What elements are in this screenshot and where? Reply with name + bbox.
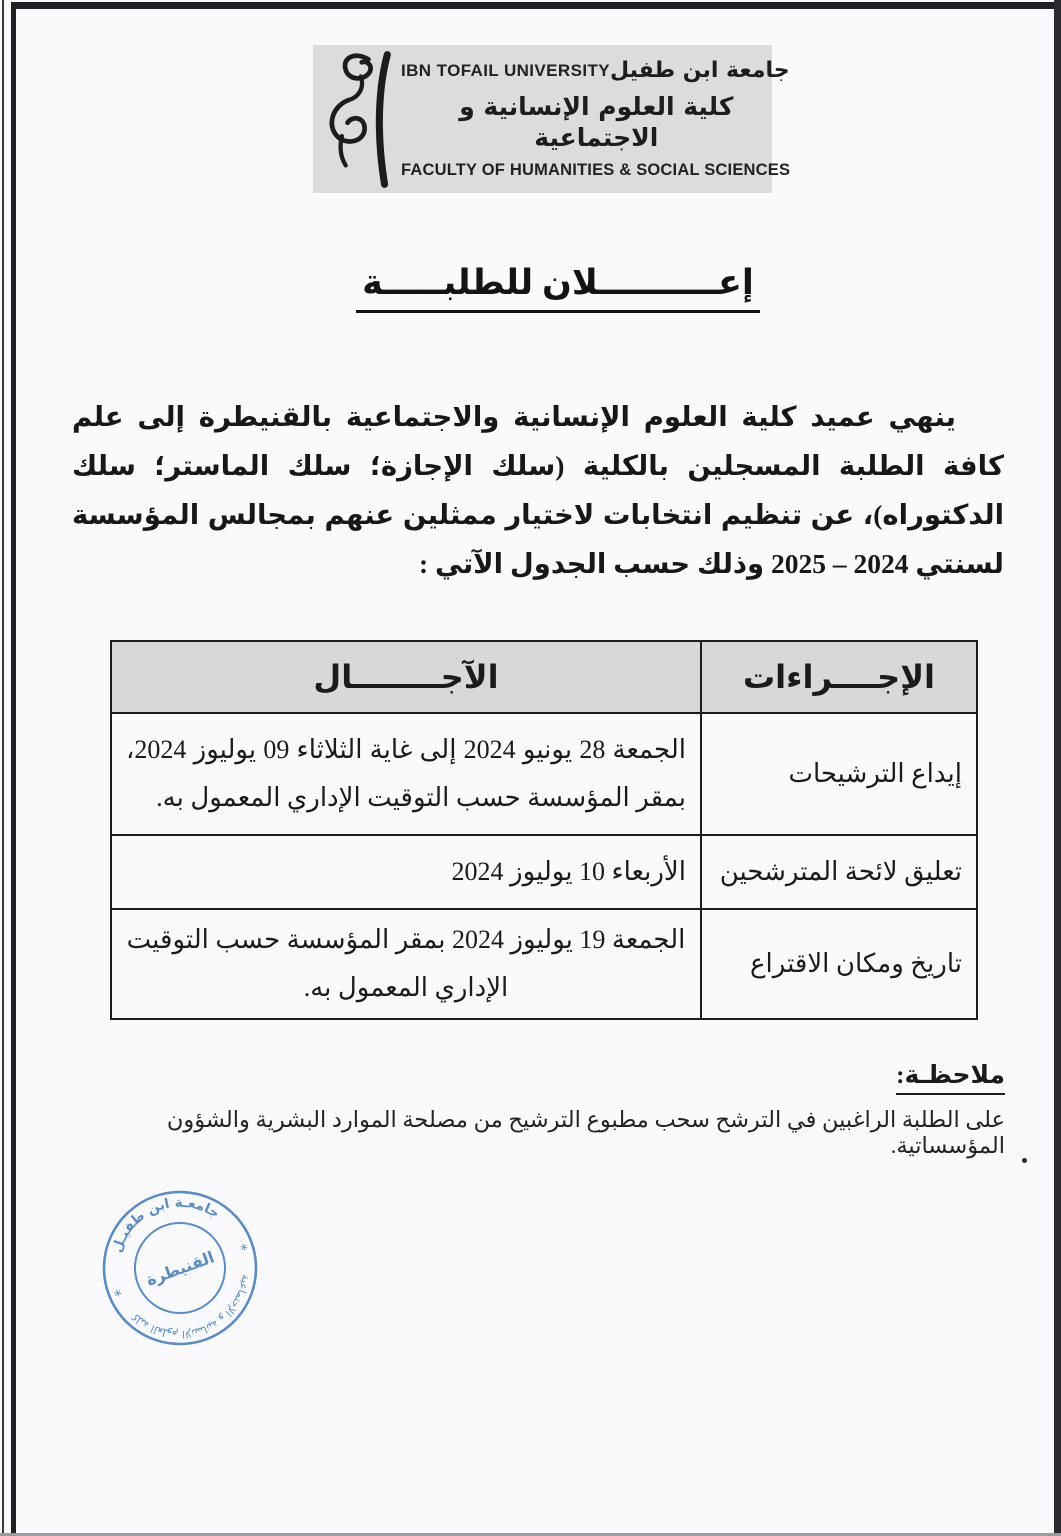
stamp-separator-star-left: * (112, 1285, 126, 1306)
stamp-bottom-text: كلية العلوم الإنسانية و الإجتماعية (129, 1273, 252, 1340)
letterhead-text (401, 57, 792, 181)
university-name-en: IBN TOFAIL UNIVERSITY (401, 61, 610, 81)
note-section (60, 1060, 1005, 1159)
elections-schedule-table (110, 640, 978, 1020)
ibn-tofail-calligraphy-logo-icon (315, 48, 401, 190)
stamp-top-text: جامعـة ابن طفيـل (109, 1194, 223, 1255)
stamp-separator-star-right: * (238, 1240, 252, 1260)
letterhead-row-university (401, 57, 792, 85)
procedure-cell: تاريخ ومكان الاقتراع (701, 909, 977, 1019)
scan-edge-left-outer (2, 0, 4, 1536)
deadline-cell: الأربعاء 10 يوليوز 2024 (111, 835, 701, 909)
column-header-deadlines: الآجــــــــال (111, 641, 701, 713)
faculty-name-ar: كلية العلوم الإنسانية و الاجتماعية (459, 91, 734, 152)
note-label: ملاحظـة: (896, 1060, 1005, 1095)
scan-frame-left (11, 2, 16, 1536)
procedure-cell: إيداع الترشيحات (701, 713, 977, 835)
stamp-center-text: القنيطرة (143, 1247, 217, 1290)
table-header-row (111, 641, 977, 713)
note-text: على الطلبة الراغبين في الترشح سحب مطبوع الترشيح من مصلحة الموارد البشرية والشؤون المؤسساتية. (166, 1107, 1005, 1158)
table-row (111, 835, 977, 909)
deadline-cell: الجمعة 28 يونيو 2024 إلى غاية الثلاثاء 09 يوليوز 2024، بمقر المؤسسة حسب التوقيت الإداري المعمول به. (111, 713, 701, 835)
university-name-ar: جامعة ابن طفيل (609, 58, 790, 84)
page-title: إعــــــــــلان للطلبـــــة (356, 263, 760, 313)
announcement-paragraph: ينهي عميد كلية العلوم الإنسانية والاجتماعية بالقنيطرة إلى علم كافة الطلبة المسجلين بالكلية (سلك الإجازة؛ سلك الماستر؛ سلك الدكتوراه)، عن تنظيم انتخابات لاختيار ممثلين عنهم بمجالس المؤسسة لسنتي 2024 – 2025 وذلك حسب الجدول الآتي : (72, 401, 1004, 579)
deadline-cell: الجمعة 19 يوليوز 2024 بمقر المؤسسة حسب التوقيت الإداري المعمول به. (111, 909, 701, 1019)
svg-text:جامعـة ابن طفيـل (98, 1178, 226, 1258)
scan-frame-right (1054, 0, 1061, 1536)
table-row (111, 909, 977, 1019)
title-wrap (55, 263, 1061, 313)
column-header-procedures: الإجــــراءات (701, 641, 977, 713)
table-row (111, 713, 977, 835)
procedure-cell: تعليق لائحة المترشحين (701, 835, 977, 909)
faculty-name-en: FACULTY OF HUMANITIES & SOCIAL SCIENCES (401, 161, 791, 180)
scan-frame-top (11, 2, 1061, 9)
faculty-round-stamp (65, 1153, 296, 1384)
university-letterhead (313, 45, 791, 193)
scan-artifact-dot (1022, 1158, 1027, 1163)
